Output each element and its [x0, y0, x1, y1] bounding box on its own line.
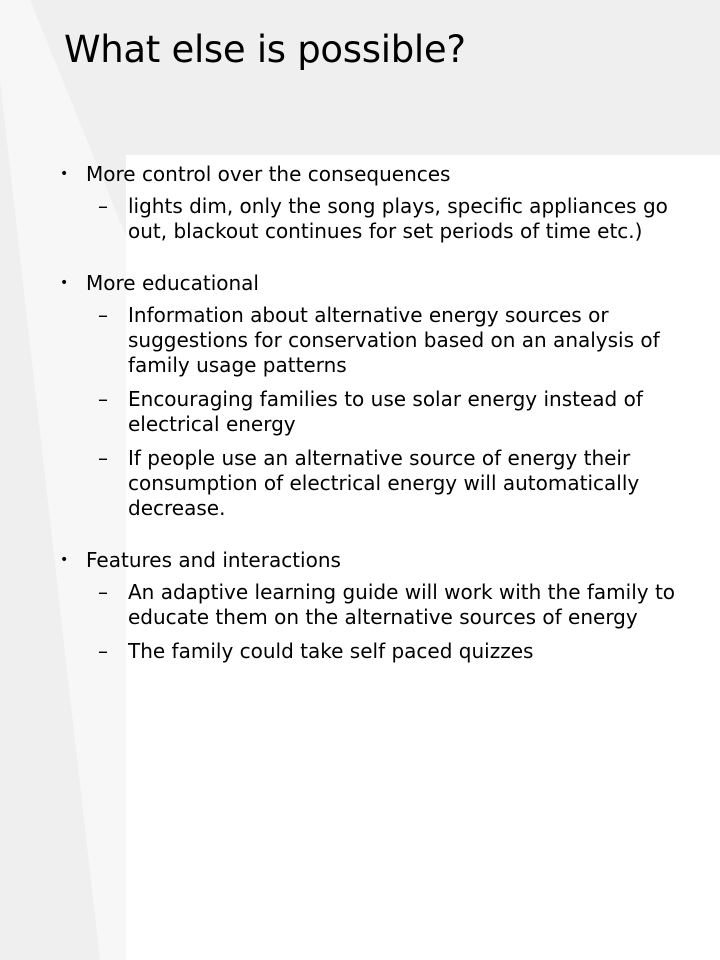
bullet-item — [60, 548, 690, 573]
slide-content — [60, 162, 690, 691]
sub-text: Encouraging families to use solar energy instead of electrical energy — [128, 387, 643, 436]
section-features — [60, 548, 690, 664]
sub-item — [98, 387, 690, 437]
sub-dash: – — [98, 387, 108, 411]
bullet-text: More control over the consequences — [86, 162, 451, 186]
bullet-dot: • — [60, 552, 69, 568]
sub-text: If people use an alternative source of energy their consumption of electrical energy will automatically decrease. — [128, 446, 640, 520]
sub-dash: – — [98, 580, 108, 604]
sub-dash: – — [98, 446, 108, 470]
section-educational — [60, 271, 690, 521]
sub-item — [98, 639, 690, 664]
bullet-text: Features and interactions — [86, 548, 341, 572]
bullet-item — [60, 271, 690, 296]
sub-dash: – — [98, 639, 108, 663]
sub-text: lights dim, only the song plays, specific appliances go out, blackout continues for set periods of time etc.) — [128, 194, 668, 243]
sub-dash: – — [98, 194, 108, 218]
sub-text: An adaptive learning guide will work with the family to educate them on the alternative sources of energy — [128, 580, 676, 629]
slide-title: What else is possible? — [64, 28, 466, 71]
sub-item — [98, 303, 690, 378]
bullet-dot: • — [60, 275, 69, 291]
bullet-text: More educational — [86, 271, 259, 295]
bullet-item — [60, 162, 690, 187]
sub-text: Information about alternative energy sources or suggestions for conservation based on an analysis of family usage patterns — [128, 303, 660, 377]
sub-dash: – — [98, 303, 108, 327]
sub-item — [98, 580, 690, 630]
section-consequences — [60, 162, 690, 244]
sub-item — [98, 446, 690, 521]
bullet-dot: • — [60, 166, 69, 182]
sub-item — [98, 194, 690, 244]
sub-text: The family could take self paced quizzes — [128, 639, 534, 663]
